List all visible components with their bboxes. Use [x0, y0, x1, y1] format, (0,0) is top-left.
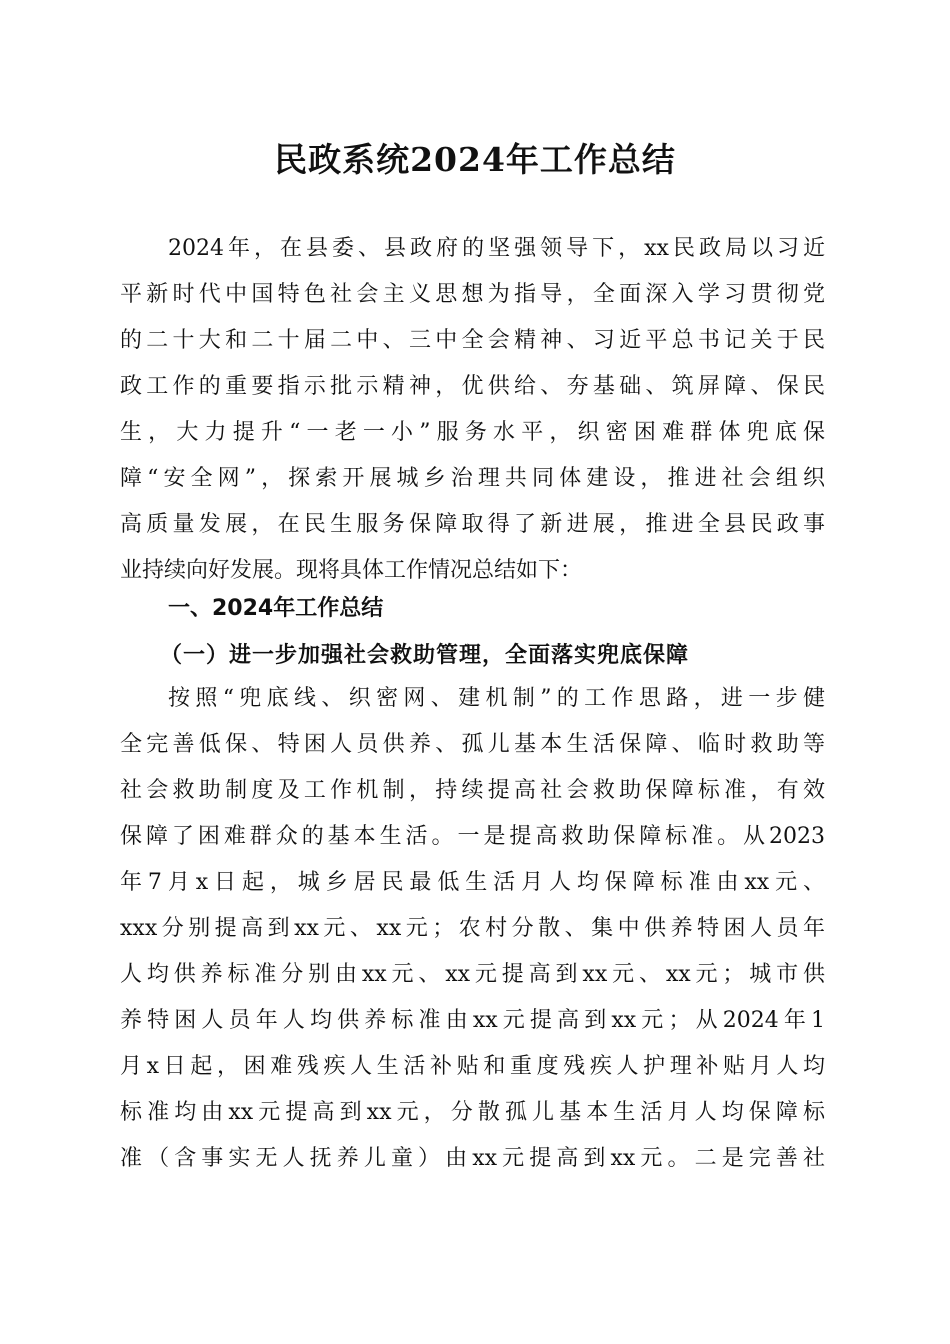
intro-line: 高质量发展，在民生服务保障取得了新进展，推进全县民政事: [120, 512, 825, 537]
intro-line: 障“安全网”，探索开展城乡治理共同体建设，推进社会组织: [120, 466, 825, 491]
intro-line: 平新时代中国特色社会主义思想为指导，全面深入学习贯彻党: [120, 282, 825, 307]
body-line: 月x日起，困难残疾人生活补贴和重度残疾人护理补贴月人均: [120, 1054, 825, 1079]
body-line: 年7月x日起，城乡居民最低生活月人均保障标准由xx元、: [120, 870, 825, 895]
intro-line: 生，大力提升“一老一小”服务水平，织密困难群体兜底保: [120, 420, 825, 445]
body-line: 按照“兜底线、织密网、建机制”的工作思路，进一步健: [168, 686, 825, 711]
intro-line: 2024年，在县委、县政府的坚强领导下，xx民政局以习近: [168, 236, 825, 261]
intro-line: 的二十大和二十届二中、三中全会精神、习近平总书记关于民: [120, 328, 825, 353]
body-line: 保障了困难群众的基本生活。一是提高救助保障标准。从2023: [120, 824, 825, 849]
body-line: xxx分别提高到xx元、xx元；农村分散、集中供养特困人员年: [120, 916, 825, 941]
section-heading: 一、2024年工作总结: [168, 596, 384, 621]
body-line: 人均供养标准分别由xx元、xx元提高到xx元、xx元；城市供: [120, 962, 825, 987]
body-line: 养特困人员年人均供养标准由xx元提高到xx元；从2024年1: [120, 1008, 825, 1033]
document-title: 民政系统2024年工作总结: [274, 140, 676, 179]
intro-line: 业持续向好发展。现将具体工作情况总结如下：: [120, 558, 583, 583]
body-line: 社会救助制度及工作机制，持续提高社会救助保障标准，有效: [120, 778, 825, 803]
body-line: 标准均由xx元提高到xx元，分散孤儿基本生活月人均保障标: [120, 1100, 825, 1125]
intro-line: 政工作的重要指示批示精神，优供给、夯基础、筑屏障、保民: [120, 374, 825, 399]
subsection-heading: （一）进一步加强社会救助管理，全面落实兜底保障: [160, 642, 690, 668]
body-line: 全完善低保、特困人员供养、孤儿基本生活保障、临时救助等: [120, 732, 825, 757]
body-line: 准（含事实无人抚养儿童）由xx元提高到xx元。二是完善社: [120, 1146, 825, 1171]
